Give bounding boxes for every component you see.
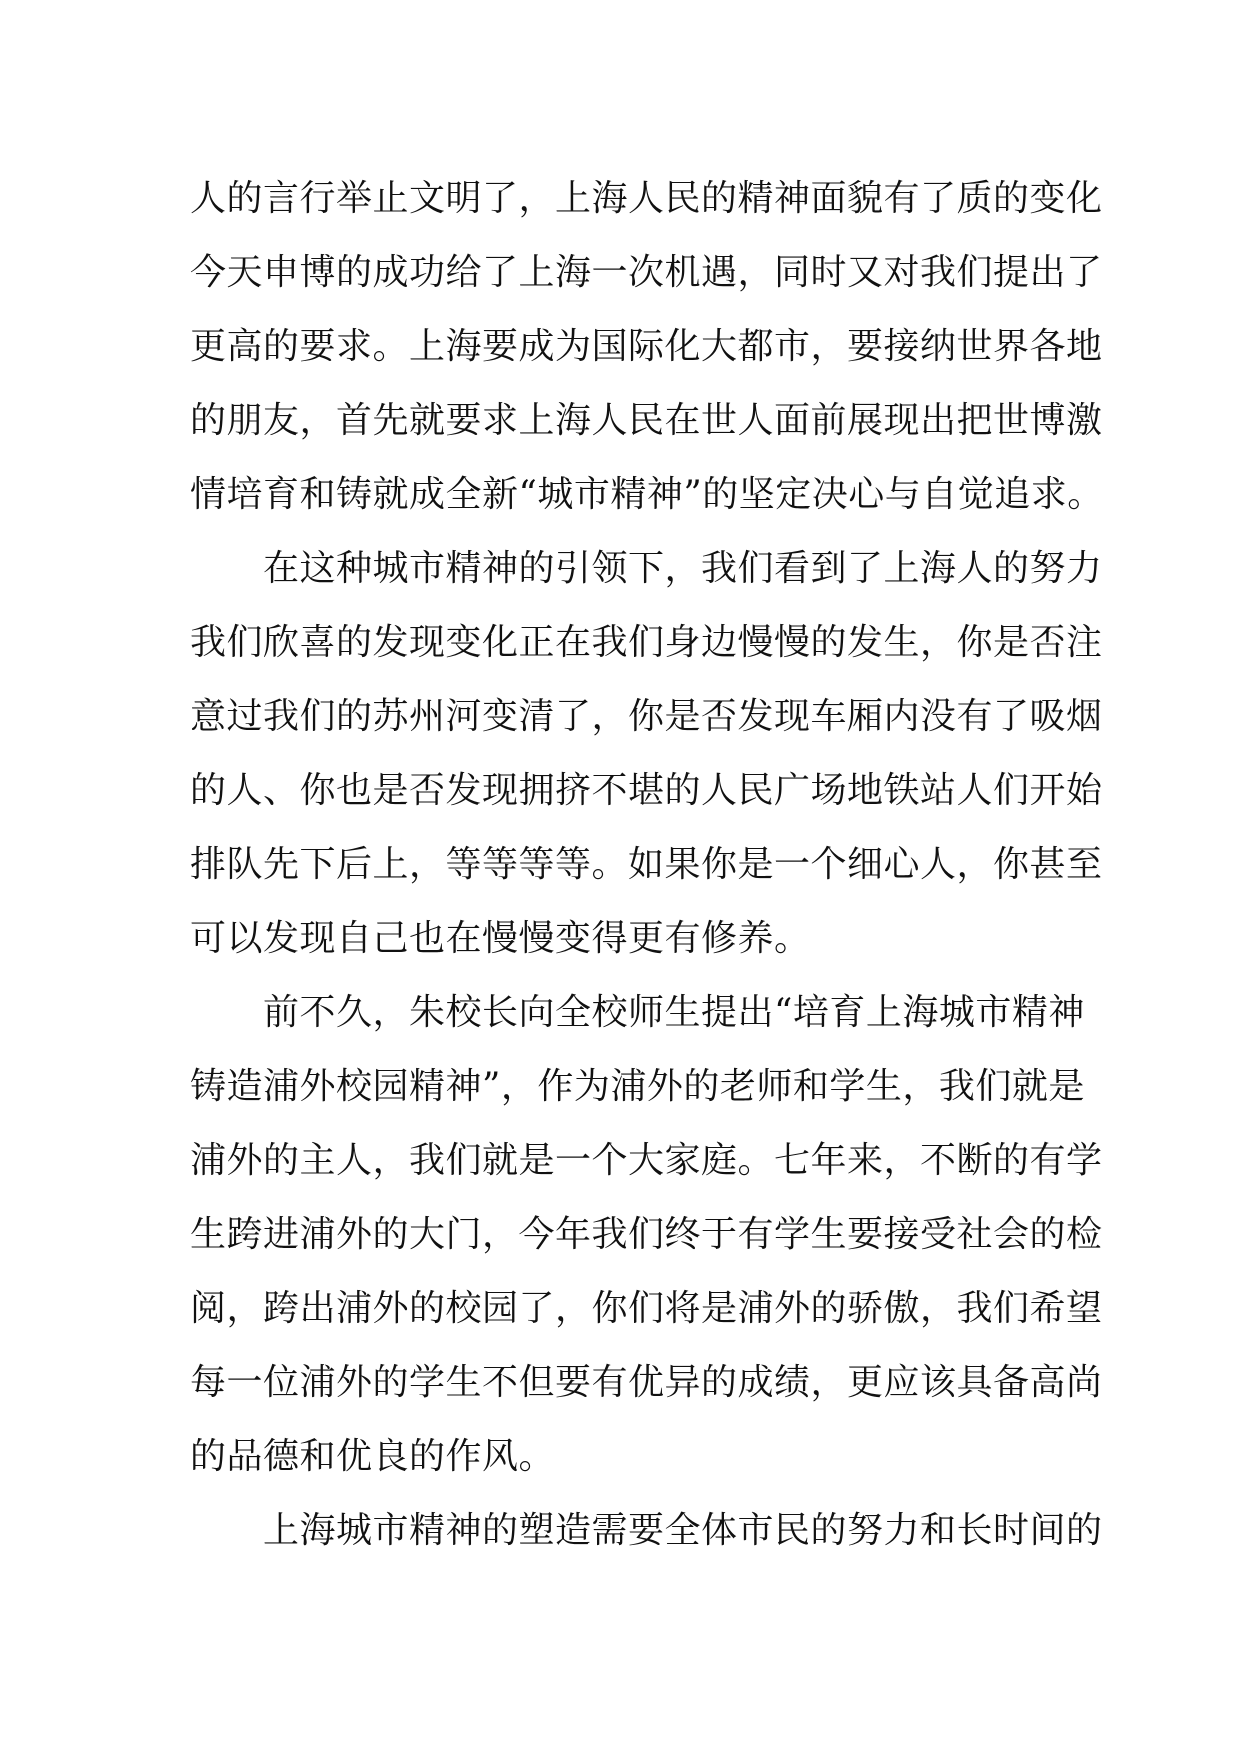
text-line: 的朋友，首先就要求上海人民在世人面前展现出把世博激 — [190, 400, 1103, 441]
text-line: 意过我们的苏州河变清了，你是否发现车厢内没有了吸烟 — [190, 696, 1103, 737]
document-body — [190, 162, 1104, 1568]
text-line: 情培育和铸就成全新“城市精神”的坚定决心与自觉追求。 — [190, 474, 1104, 515]
text-line: 人的言行举止文明了，上海人民的精神面貌有了质的变化 — [190, 178, 1103, 219]
text-line: 阅，跨出浦外的校园了，你们将是浦外的骄傲，我们希望 — [190, 1288, 1103, 1329]
text-line: 每一位浦外的学生不但要有优异的成绩，更应该具备高尚 — [190, 1362, 1103, 1403]
text-line: 我们欣喜的发现变化正在我们身边慢慢的发生，你是否注 — [190, 622, 1103, 663]
text-line: 的品德和优良的作风。 — [190, 1436, 556, 1477]
text-line: 排队先下后上，等等等等。如果你是一个细心人，你甚至 — [190, 844, 1103, 885]
text-line: 在这种城市精神的引领下，我们看到了上海人的努力 — [190, 548, 1103, 589]
text-line: 上海城市精神的塑造需要全体市民的努力和长时间的 — [190, 1510, 1103, 1551]
text-line: 今天申博的成功给了上海一次机遇，同时又对我们提出了 — [190, 252, 1103, 293]
text-line: 前不久，朱校长向全校师生提出“培育上海城市精神 — [190, 992, 1085, 1033]
text-line: 的人、你也是否发现拥挤不堪的人民广场地铁站人们开始 — [190, 770, 1103, 811]
text-line: 可以发现自己也在慢慢变得更有修养。 — [190, 918, 811, 959]
text-line: 浦外的主人，我们就是一个大家庭。七年来，不断的有学 — [190, 1140, 1103, 1181]
text-line: 铸造浦外校园精神”，作为浦外的老师和学生，我们就是 — [190, 1066, 1085, 1107]
text-line: 更高的要求。上海要成为国际化大都市，要接纳世界各地 — [190, 326, 1103, 367]
text-line: 生跨进浦外的大门，今年我们终于有学生要接受社会的检 — [190, 1214, 1103, 1255]
